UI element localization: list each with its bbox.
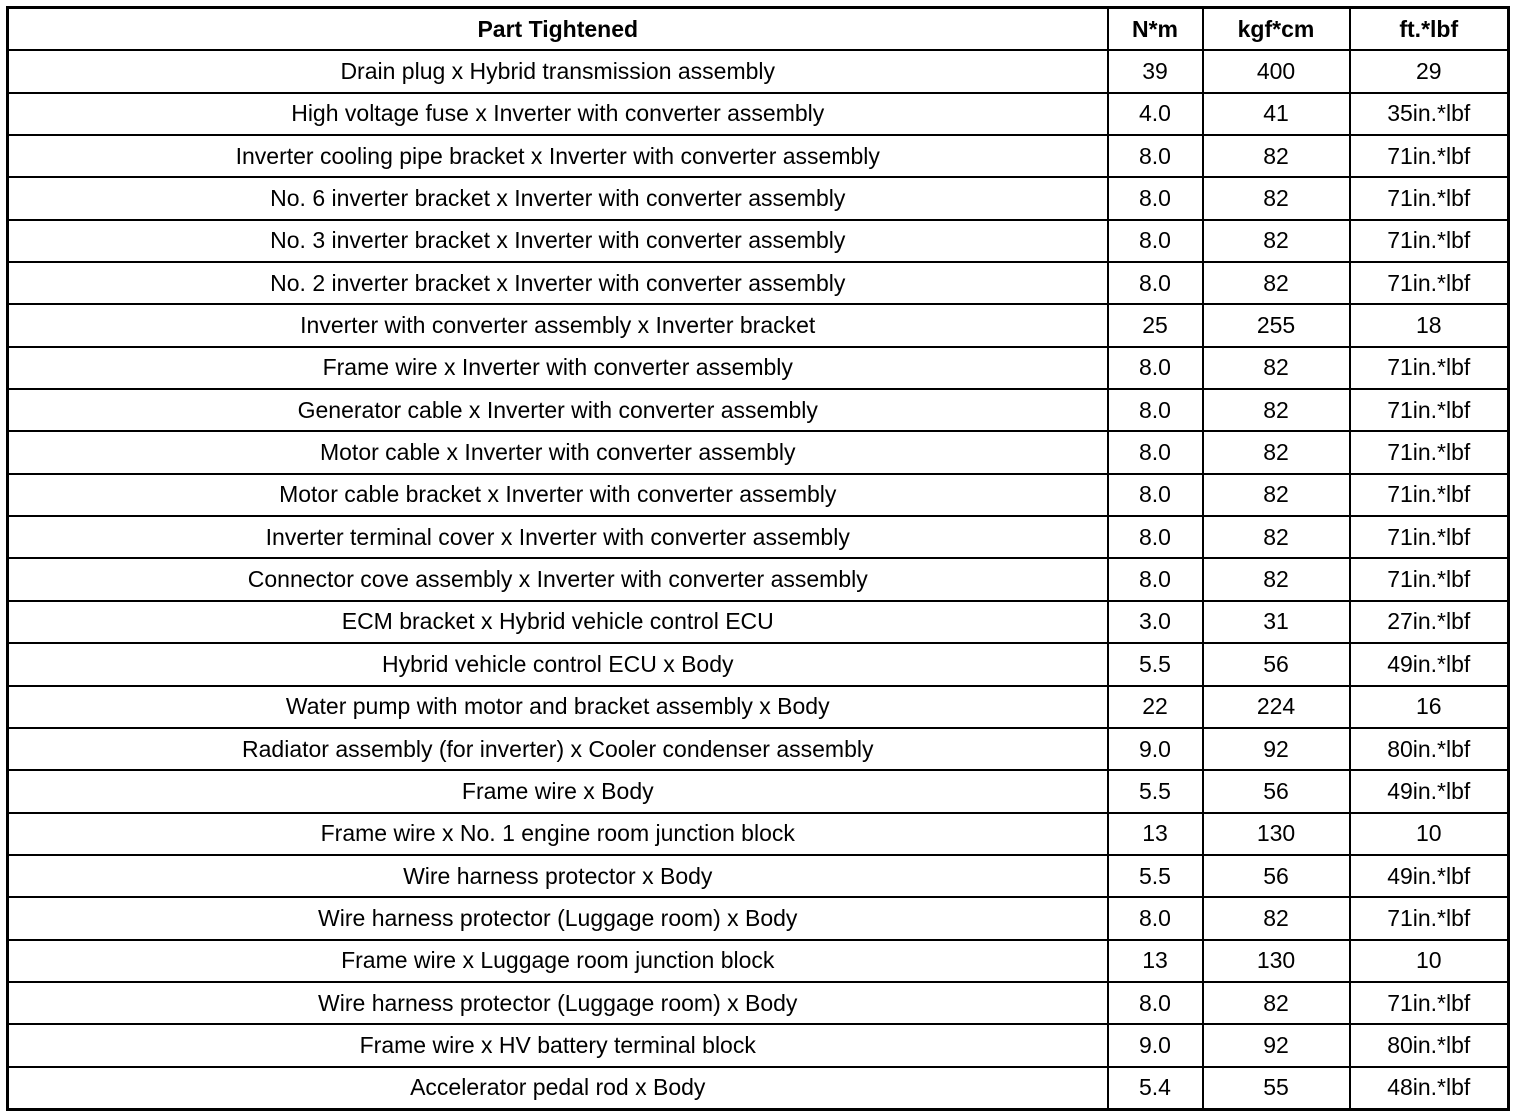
kgfcm-cell: 41 [1203,93,1350,135]
table-row [8,262,1509,304]
column-header-part: Part Tightened [8,8,1108,51]
part-cell: Inverter terminal cover x Inverter with converter assembly [8,516,1108,558]
part-cell: No. 2 inverter bracket x Inverter with converter assembly [8,262,1108,304]
nm-cell: 9.0 [1108,1024,1203,1066]
part-cell: Accelerator pedal rod x Body [8,1067,1108,1110]
table-row [8,93,1509,135]
part-cell: No. 3 inverter bracket x Inverter with converter assembly [8,220,1108,262]
column-header-ftlbf: ft.*lbf [1350,8,1509,51]
nm-cell: 8.0 [1108,135,1203,177]
nm-cell: 13 [1108,813,1203,855]
part-cell: Frame wire x Body [8,770,1108,812]
part-cell: Motor cable bracket x Inverter with converter assembly [8,474,1108,516]
kgfcm-cell: 82 [1203,135,1350,177]
part-cell: No. 6 inverter bracket x Inverter with converter assembly [8,177,1108,219]
table-row [8,1067,1509,1110]
kgfcm-cell: 82 [1203,389,1350,431]
part-cell: Frame wire x Luggage room junction block [8,940,1108,982]
part-cell: Inverter cooling pipe bracket x Inverter with converter assembly [8,135,1108,177]
table-row [8,516,1509,558]
ftlbf-cell: 71in.*lbf [1350,135,1509,177]
nm-cell: 8.0 [1108,431,1203,473]
nm-cell: 8.0 [1108,347,1203,389]
table-row [8,304,1509,346]
nm-cell: 5.5 [1108,770,1203,812]
nm-cell: 8.0 [1108,558,1203,600]
part-cell: Wire harness protector (Luggage room) x Body [8,897,1108,939]
ftlbf-cell: 71in.*lbf [1350,262,1509,304]
table-row [8,431,1509,473]
ftlbf-cell: 18 [1350,304,1509,346]
kgfcm-cell: 82 [1203,516,1350,558]
nm-cell: 9.0 [1108,728,1203,770]
kgfcm-cell: 82 [1203,347,1350,389]
nm-cell: 5.4 [1108,1067,1203,1110]
kgfcm-cell: 82 [1203,474,1350,516]
part-cell: Water pump with motor and bracket assembly x Body [8,686,1108,728]
table-row [8,389,1509,431]
table-row [8,601,1509,643]
part-cell: Hybrid vehicle control ECU x Body [8,643,1108,685]
kgfcm-cell: 82 [1203,262,1350,304]
kgfcm-cell: 224 [1203,686,1350,728]
table-row [8,558,1509,600]
kgfcm-cell: 92 [1203,728,1350,770]
table-row [8,347,1509,389]
table-row [8,855,1509,897]
kgfcm-cell: 255 [1203,304,1350,346]
nm-cell: 8.0 [1108,177,1203,219]
ftlbf-cell: 49in.*lbf [1350,643,1509,685]
nm-cell: 3.0 [1108,601,1203,643]
nm-cell: 8.0 [1108,389,1203,431]
kgfcm-cell: 31 [1203,601,1350,643]
table-row [8,686,1509,728]
nm-cell: 5.5 [1108,643,1203,685]
part-cell: ECM bracket x Hybrid vehicle control ECU [8,601,1108,643]
nm-cell: 8.0 [1108,474,1203,516]
ftlbf-cell: 71in.*lbf [1350,389,1509,431]
table-row [8,728,1509,770]
ftlbf-cell: 10 [1350,813,1509,855]
table-row [8,813,1509,855]
part-cell: Frame wire x No. 1 engine room junction block [8,813,1108,855]
kgfcm-cell: 92 [1203,1024,1350,1066]
part-cell: Frame wire x HV battery terminal block [8,1024,1108,1066]
part-cell: Generator cable x Inverter with converter assembly [8,389,1108,431]
table-row [8,474,1509,516]
kgfcm-cell: 82 [1203,897,1350,939]
ftlbf-cell: 29 [1350,50,1509,92]
table-row [8,643,1509,685]
part-cell: Wire harness protector (Luggage room) x Body [8,982,1108,1024]
ftlbf-cell: 71in.*lbf [1350,982,1509,1024]
table-row [8,135,1509,177]
kgfcm-cell: 82 [1203,177,1350,219]
kgfcm-cell: 130 [1203,940,1350,982]
ftlbf-cell: 48in.*lbf [1350,1067,1509,1110]
kgfcm-cell: 55 [1203,1067,1350,1110]
ftlbf-cell: 71in.*lbf [1350,558,1509,600]
table-row [8,982,1509,1024]
ftlbf-cell: 49in.*lbf [1350,855,1509,897]
nm-cell: 25 [1108,304,1203,346]
ftlbf-cell: 71in.*lbf [1350,897,1509,939]
table-row [8,177,1509,219]
kgfcm-cell: 82 [1203,558,1350,600]
ftlbf-cell: 35in.*lbf [1350,93,1509,135]
table-header-row [8,8,1509,51]
nm-cell: 13 [1108,940,1203,982]
ftlbf-cell: 80in.*lbf [1350,728,1509,770]
kgfcm-cell: 82 [1203,431,1350,473]
nm-cell: 5.5 [1108,855,1203,897]
ftlbf-cell: 71in.*lbf [1350,474,1509,516]
ftlbf-cell: 71in.*lbf [1350,220,1509,262]
ftlbf-cell: 27in.*lbf [1350,601,1509,643]
part-cell: Frame wire x Inverter with converter assembly [8,347,1108,389]
kgfcm-cell: 56 [1203,855,1350,897]
table-row [8,770,1509,812]
kgfcm-cell: 56 [1203,643,1350,685]
column-header-nm: N*m [1108,8,1203,51]
ftlbf-cell: 16 [1350,686,1509,728]
part-cell: Motor cable x Inverter with converter assembly [8,431,1108,473]
part-cell: Inverter with converter assembly x Inverter bracket [8,304,1108,346]
table-row [8,220,1509,262]
part-cell: Drain plug x Hybrid transmission assembly [8,50,1108,92]
nm-cell: 8.0 [1108,220,1203,262]
ftlbf-cell: 10 [1350,940,1509,982]
nm-cell: 8.0 [1108,262,1203,304]
ftlbf-cell: 80in.*lbf [1350,1024,1509,1066]
table-row [8,1024,1509,1066]
nm-cell: 8.0 [1108,982,1203,1024]
kgfcm-cell: 400 [1203,50,1350,92]
kgfcm-cell: 82 [1203,982,1350,1024]
ftlbf-cell: 71in.*lbf [1350,516,1509,558]
table-row [8,50,1509,92]
table-row [8,940,1509,982]
part-cell: High voltage fuse x Inverter with converter assembly [8,93,1108,135]
part-cell: Wire harness protector x Body [8,855,1108,897]
nm-cell: 8.0 [1108,897,1203,939]
kgfcm-cell: 56 [1203,770,1350,812]
torque-specification-table [6,6,1510,1111]
part-cell: Radiator assembly (for inverter) x Cooler condenser assembly [8,728,1108,770]
table-body [8,50,1509,1109]
ftlbf-cell: 71in.*lbf [1350,177,1509,219]
nm-cell: 8.0 [1108,516,1203,558]
table-row [8,897,1509,939]
kgfcm-cell: 130 [1203,813,1350,855]
nm-cell: 39 [1108,50,1203,92]
part-cell: Connector cove assembly x Inverter with converter assembly [8,558,1108,600]
kgfcm-cell: 82 [1203,220,1350,262]
column-header-kgfcm: kgf*cm [1203,8,1350,51]
nm-cell: 4.0 [1108,93,1203,135]
nm-cell: 22 [1108,686,1203,728]
ftlbf-cell: 71in.*lbf [1350,431,1509,473]
ftlbf-cell: 71in.*lbf [1350,347,1509,389]
ftlbf-cell: 49in.*lbf [1350,770,1509,812]
